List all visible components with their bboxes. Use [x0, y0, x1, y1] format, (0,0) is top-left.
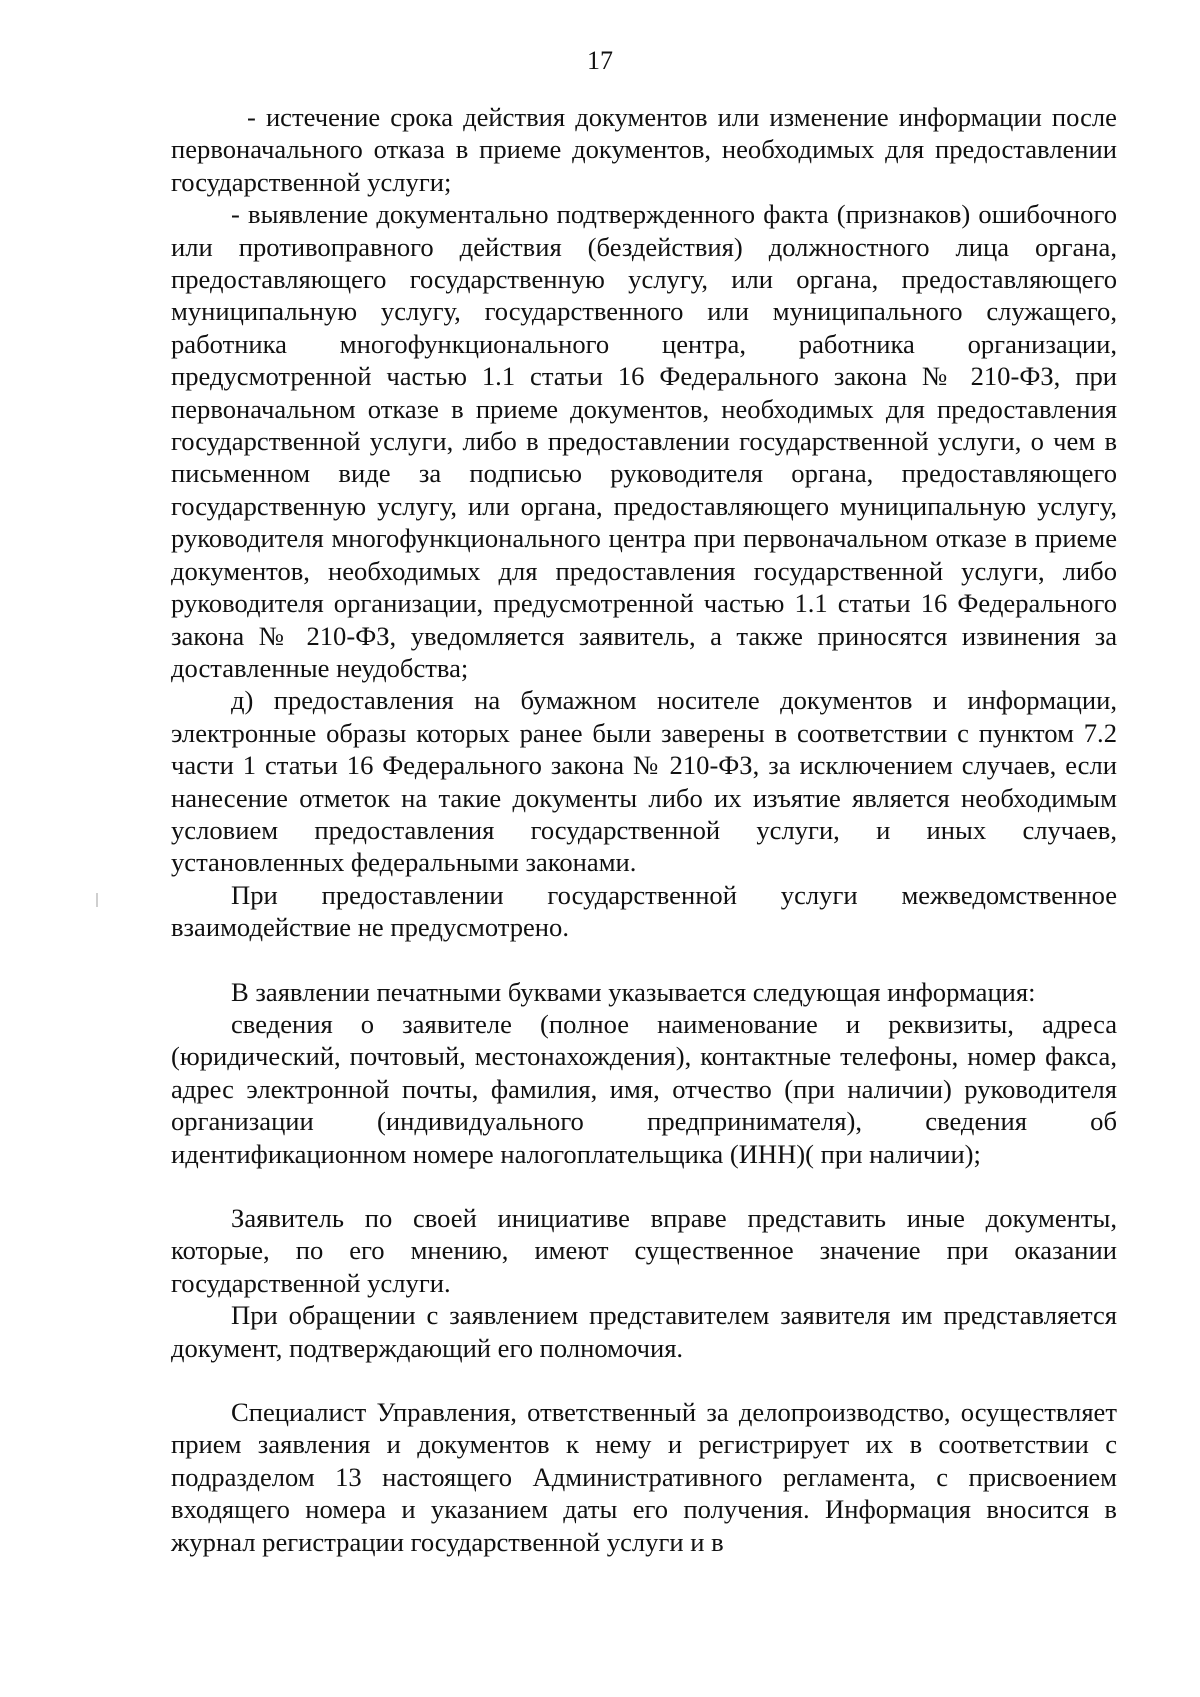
paragraph-applicant-details: сведения о заявителе (полное наименование и реквизиты, адреса (юридический, почтовый, местонахождения), контактные телефоны, номер факса, адрес электронной почты, фамилия, имя, отчество (при наличии) руководителя организации (индивидуального предпринимателя), сведения об идентификационном номере налогоплательщика (ИНН)( при наличии); — [171, 1008, 1117, 1169]
paragraph-representative: При обращении с заявлением представителем заявителя им представляется документ, подтверждающий его полномочия. — [171, 1300, 1117, 1363]
paragraph-interagency: При предоставлении государственной услуги межведомственное взаимодействие не предусмотрено. — [171, 879, 1117, 943]
paragraph-application-info: В заявлении печатными буквами указывается следующая информация: — [231, 976, 1036, 1007]
paragraph-expiration-dash: - истечение срока действия документов или изменение информации после первоначального отказа в приеме документов, необходимых для предоставлении государственной услуги; — [171, 102, 1117, 197]
document-body — [171, 101, 1117, 1558]
scan-mark — [96, 893, 98, 907]
paragraph-item-d: д) предоставления на бумажном носителе документов и информации, электронные образы которых ранее были заверены в соответствии с пунктом 7.2 части 1 статьи 16 Федерального закона № 210-ФЗ, за исключением случаев, если нанесение отметок на такие документы либо их изъятие является необходимым условием предоставления государственной услуги, и иных случаев, установленных федеральными законами. — [171, 685, 1117, 878]
paragraph-specialist-registration: Специалист Управления, ответственный за делопроизводство, осуществляет прием заявления и документов к нему и регистрирует их в соответствии с подразделом 13 настоящего Административного регламента, с присвоением входящего номера и указанием даты его получения. Информация вносится в журнал регистрации государственной услуги и в — [171, 1397, 1117, 1557]
paragraph-error-detection-dash: - выявление документально подтвержденного факта (признаков) ошибочного или противоправного действия (бездействия) должностного лица органа, предоставляющего государственную услугу, или органа, предоставляющего муниципальную услугу, государственного или муниципального служащего, работника многофункционального центра, работника организации, предусмотренной частью 1.1 статьи 16 Федерального закона № 210-ФЗ, при первоначальном отказе в приеме документов, необходимых для предоставления государственной услуги, либо в предоставлении государственной услуги, о чем в письменном виде за подписью руководителя органа, предоставляющего государственную услугу, или органа, предоставляющего муниципальную услугу, руководителя многофункционального центра при первоначальном отказе в приеме документов, необходимых для предоставления государственной услуги, либо руководителя организации, предусмотренной частью 1.1 статьи 16 Федерального закона № 210-ФЗ, уведомляется заявитель, а также приносятся извинения за доставленные неудобства; — [171, 199, 1117, 683]
paragraph-additional-documents: Заявитель по своей инициативе вправе представить иные документы, которые, по его мнению, имеют существенное значение при оказании государственной услуги. — [171, 1203, 1117, 1298]
page-number: 17 — [587, 46, 613, 75]
